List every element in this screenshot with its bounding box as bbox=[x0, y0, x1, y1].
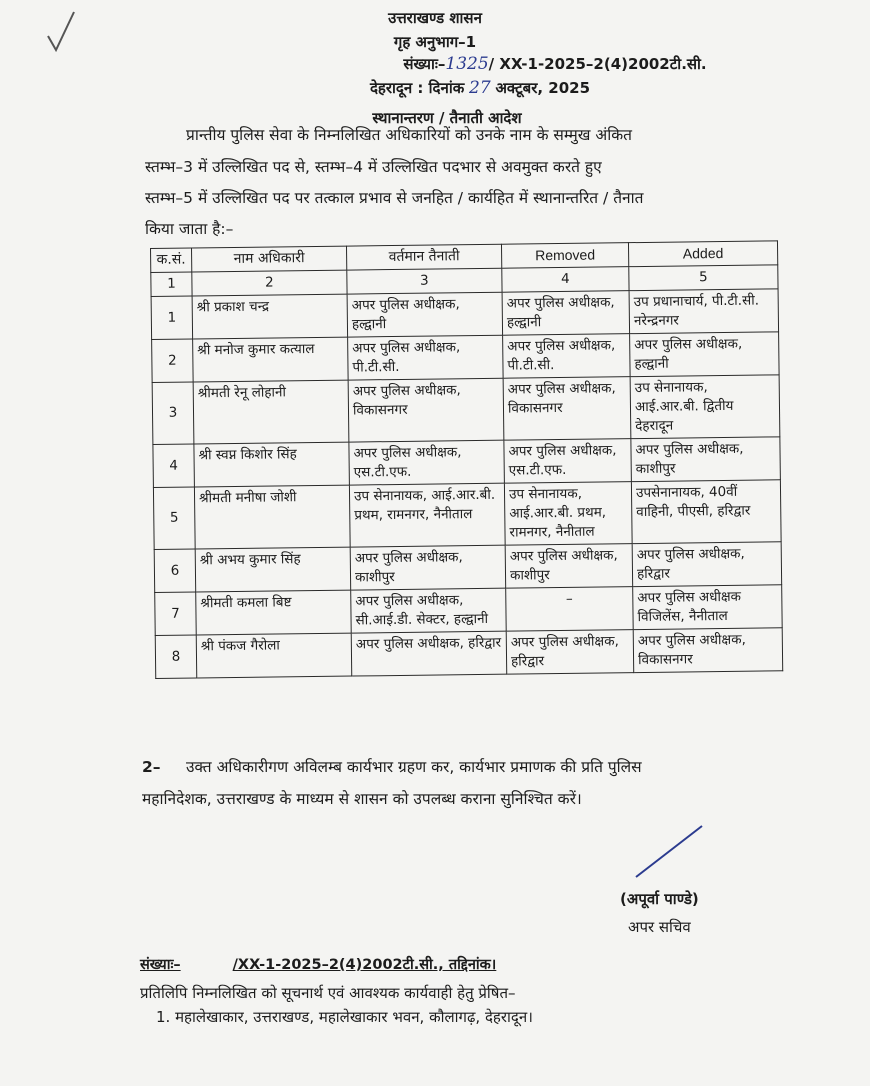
cell-name: श्रीमती मनीषा जोशी bbox=[194, 485, 350, 549]
date-handwritten: 27 bbox=[469, 78, 491, 98]
header-sn: क.सं. bbox=[151, 248, 192, 272]
cell-current: अपर पुलिस अधीक्षक, एस.टी.एफ. bbox=[349, 440, 505, 485]
cell-current: अपर पुलिस अधीक्षक, काशीपुर bbox=[350, 545, 506, 590]
cell-sn: 2 bbox=[152, 339, 194, 382]
cell-name: श्रीमती रेनू लोहानी bbox=[193, 380, 349, 444]
cell-added: उप सेनानायक, आई.आर.बी. द्वितीय देहरादून bbox=[630, 375, 780, 439]
table-row bbox=[152, 375, 780, 445]
cell-added: अपर पुलिस अधीक्षक, काशीपुर bbox=[631, 437, 781, 482]
header-removed: Removed bbox=[501, 243, 628, 269]
cell-added: अपर पुलिस अधीक्षक, विकासनगर bbox=[633, 628, 783, 673]
cell-current: अपर पुलिस अधीक्षक, सी.आई.डी. सेक्टर, हल्द्वानी bbox=[351, 588, 507, 633]
cell-added: अपर पुलिस अधीक्षक, हल्द्वानी bbox=[630, 332, 780, 377]
table-row bbox=[154, 542, 781, 593]
cell-current: अपर पुलिस अधीक्षक, हरिद्वार bbox=[351, 631, 507, 676]
col-num-5: 5 bbox=[629, 265, 778, 291]
intro-line-2: स्तम्भ–3 में उल्लिखित पद से, स्तम्भ–4 में उल्लिखित पदभार से अवमुक्त करते हुए bbox=[145, 158, 602, 176]
header-added: Added bbox=[628, 241, 777, 267]
cell-removed: अपर पुलिस अधीक्षक, हरिद्वार bbox=[506, 630, 634, 675]
col-num-2: 2 bbox=[192, 270, 347, 296]
section-heading: गृह अनुभाग–1 bbox=[393, 33, 477, 51]
col-num-4: 4 bbox=[502, 267, 629, 293]
intro-line-3: स्तम्भ–5 में उल्लिखित पद पर तत्काल प्रभाव से जनहित / कार्यहित में स्थानान्तरित / तैनात bbox=[145, 189, 644, 207]
header-current: वर्तमान तैनाती bbox=[346, 244, 501, 270]
cell-removed: – bbox=[506, 587, 634, 632]
order-number-handwritten: 1325 bbox=[445, 54, 489, 74]
order-number-ref: / XX-1-2025–2(4)2002टी.सी. bbox=[488, 55, 707, 73]
cell-removed: अपर पुलिस अधीक्षक, विकासनगर bbox=[503, 377, 631, 441]
cell-added: उप प्रधानाचार्य, पी.टी.सी. नरेन्द्रनगर bbox=[629, 289, 779, 334]
cell-sn: 6 bbox=[154, 549, 196, 592]
point-2-line-2: महानिदेशक, उत्तराखण्ड के माध्यम से शासन को उपलब्ध कराना सुनिश्चित करें। bbox=[142, 790, 582, 808]
point-2-number: 2– bbox=[142, 758, 161, 776]
footer-item-1: 1. महालेखाकार, उत्तराखण्ड, महालेखाकार भवन, कौलागढ़, देहरादून। bbox=[156, 1008, 533, 1026]
col-num-3: 3 bbox=[347, 268, 502, 294]
cell-removed: अपर पुलिस अधीक्षक, पी.टी.सी. bbox=[503, 334, 631, 379]
cell-current: उप सेनानायक, आई.आर.बी. प्रथम, रामनगर, नैनीताल bbox=[349, 483, 505, 547]
cell-name: श्री स्वप्न किशोर सिंह bbox=[194, 442, 350, 487]
cell-sn: 7 bbox=[155, 592, 197, 635]
govt-heading: उत्तराखण्ड शासन bbox=[388, 9, 482, 27]
footer-number-label: संख्याः– bbox=[140, 957, 181, 973]
signatory-name: (अपूर्वा पाण्डे) bbox=[620, 890, 699, 908]
footer-copy-line: प्रतिलिपि निम्नलिखित को सूचनार्थ एवं आवश्यक कार्यवाही हेतु प्रेषित– bbox=[140, 984, 516, 1002]
transfer-table bbox=[150, 240, 783, 679]
intro-line-4: किया जाता है:– bbox=[145, 220, 234, 238]
cell-added: अपर पुलिस अधीक्षक विजिलेंस, नैनीताल bbox=[633, 585, 783, 630]
order-date-line bbox=[45, 78, 870, 98]
signature-mark bbox=[630, 822, 710, 882]
point-2-line-1: उक्त अधिकारीगण अविलम्ब कार्यभार ग्रहण कर, कार्यभार प्रमाणक की प्रति पुलिस bbox=[186, 758, 642, 776]
cell-sn: 1 bbox=[151, 296, 193, 339]
intro-line-1: प्रान्तीय पुलिस सेवा के निम्नलिखित अधिकारियों को उनके नाम के सम्मुख अंकित bbox=[186, 126, 632, 144]
col-num-1: 1 bbox=[151, 272, 192, 296]
cell-sn: 4 bbox=[153, 444, 195, 487]
cell-name: श्री अभय कुमार सिंह bbox=[195, 547, 351, 592]
signatory-designation: अपर सचिव bbox=[628, 918, 691, 936]
table-row bbox=[152, 332, 779, 383]
cell-sn: 3 bbox=[152, 382, 194, 444]
footer-number-ref: /XX-1-2025–2(4)2002टी.सी., तद्दिनांक। bbox=[232, 957, 497, 973]
date-rest: अक्टूबर, 2025 bbox=[495, 79, 591, 97]
order-number-line bbox=[120, 54, 870, 74]
cell-name: श्री प्रकाश चन्द्र bbox=[192, 294, 348, 339]
cell-removed: अपर पुलिस अधीक्षक, एस.टी.एफ. bbox=[504, 439, 632, 484]
table-row bbox=[151, 289, 778, 340]
header-name: नाम अधिकारी bbox=[192, 246, 347, 272]
cell-current: अपर पुलिस अधीक्षक, विकासनगर bbox=[348, 378, 504, 442]
table-row bbox=[153, 437, 780, 488]
cell-removed: उप सेनानायक, आई.आर.बी. प्रथम, रामनगर, नैनीताल bbox=[504, 482, 632, 546]
table-row bbox=[155, 585, 782, 636]
order-number-label: संख्याः– bbox=[403, 55, 446, 73]
cell-added: अपर पुलिस अधीक्षक, हरिद्वार bbox=[632, 542, 782, 587]
cell-current: अपर पुलिस अधीक्षक, पी.टी.सी. bbox=[348, 335, 504, 380]
table-row bbox=[155, 628, 782, 679]
cell-sn: 8 bbox=[155, 635, 197, 678]
cell-name: श्री पंकज गैरोला bbox=[196, 633, 352, 678]
cell-name: श्री मनोज कुमार कत्याल bbox=[193, 337, 349, 382]
cell-removed: अपर पुलिस अधीक्षक, काशीपुर bbox=[505, 544, 633, 589]
date-label: देहरादून : दिनांक bbox=[369, 79, 465, 97]
cell-sn: 5 bbox=[153, 487, 195, 549]
cell-removed: अपर पुलिस अधीक्षक, हल्द्वानी bbox=[502, 291, 630, 336]
order-title: स्थानान्तरण / तैनाती आदेश bbox=[372, 109, 522, 127]
cell-name: श्रीमती कमला बिष्ट bbox=[196, 590, 352, 635]
footer-number-line bbox=[140, 950, 780, 981]
cell-added: उपसेनानायक, 40वीं वाहिनी, पीएसी, हरिद्वार bbox=[631, 480, 781, 544]
cell-current: अपर पुलिस अधीक्षक, हल्द्वानी bbox=[347, 292, 503, 337]
table-row bbox=[153, 480, 781, 550]
